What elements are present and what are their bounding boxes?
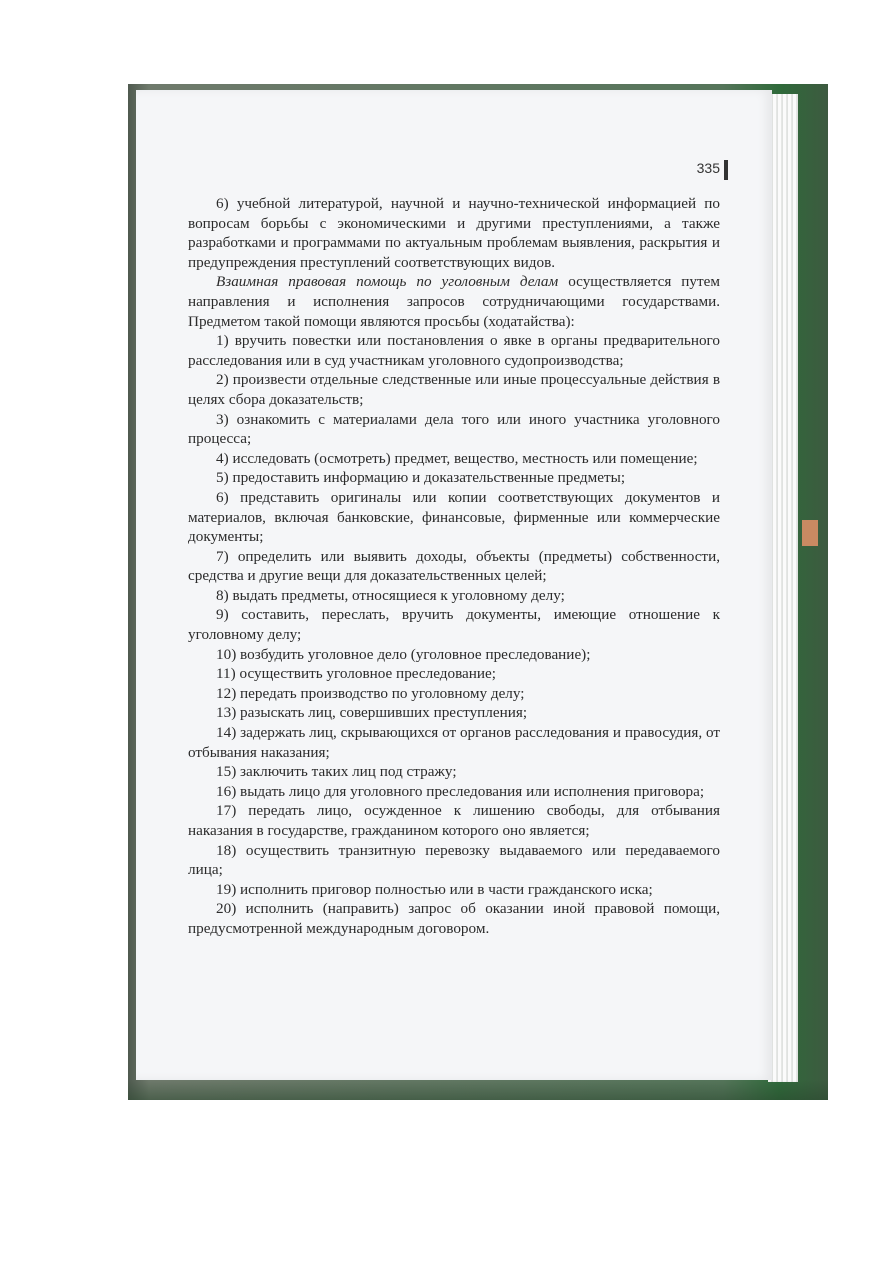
list-item: 15) заключить таких лиц под стражу; [216,763,457,781]
list-item: 1) вручить повестки или постановления о явке в органы предварительного расследования или в суд участникам уголовного судопроизводства; [188,332,720,369]
page-number: 335 [696,160,720,176]
scanned-book-spread [128,84,828,1100]
page-body [188,194,720,939]
page-number-bar [724,160,728,180]
list-item: 2) произвести отдельные следственные или иные процессуальные действия в целях сбора доказательств; [188,371,720,408]
list-item: 5) предоставить информацию и доказательственные предметы; [216,469,626,487]
list-item: 4) исследовать (осмотреть) предмет, вещество, местность или помещение; [216,449,698,467]
list-item: 17) передать лицо, осужденное к лишению свободы, для отбывания наказания в государстве, гражданином которого оно является; [188,802,720,839]
list-item: 9) составить, переслать, вручить документы, имеющие отношение к уголовному делу; [188,606,720,644]
list-item: 14) задержать лиц, скрывающихся от органов расследования и правосудия, от отбывания наказания; [188,724,720,761]
list-item: 19) исполнить приговор полностью или в части гражданского иска; [216,880,653,898]
list-item: 18) осуществить транзитную перевозку выдаваемого или передаваемого лица; [188,841,720,879]
paragraph-intro-item: 6) учебной литературой, научной и научно-технической информацией по вопросам борьбы с экономическими и другими преступлениями, а также разработками и программами по актуальным проблемам выявления, раскрытия и предупреждения преступлений соответствующих видов. [188,195,720,271]
list-item: 16) выдать лицо для уголовного преследования или исполнения приговора; [216,782,705,800]
bookmark-tab [802,520,818,546]
definition-term: Взаимная правовая помощь по уголовным делам [216,273,559,291]
list-item: 6) представить оригиналы или копии соответствующих документов и материалов, включая банковские, финансовые, фирменные или коммерческие документы; [188,488,720,546]
list-item: 3) ознакомить с материалами дела того или иного участника уголовного процесса; [188,410,720,448]
cover-bottom-edge [128,1080,828,1100]
paragraph-definition [188,272,720,331]
book-page [136,90,772,1080]
list-item: 8) выдать предметы, относящиеся к уголовному делу; [216,586,565,604]
list-item: 12) передать производство по уголовному делу; [216,684,525,702]
list-item: 20) исполнить (направить) запрос об оказании иной правовой помощи, предусмотренной международным договором. [188,900,720,937]
page-edges [768,94,798,1082]
list-item: 7) определить или выявить доходы, объекты (предметы) собственности, средства и другие вещи для доказательственных целей; [188,547,720,585]
list-item: 10) возбудить уголовное дело (уголовное преследование); [216,645,591,663]
list-item: 13) разыскать лиц, совершивших преступления; [216,704,528,722]
definition-text: осуществляется путем направления и исполнения запросов сотрудничающими государствами. Предметом такой помощи являются просьбы (ходатайства): [188,273,720,330]
list-item: 11) осуществить уголовное преследование; [216,665,497,683]
